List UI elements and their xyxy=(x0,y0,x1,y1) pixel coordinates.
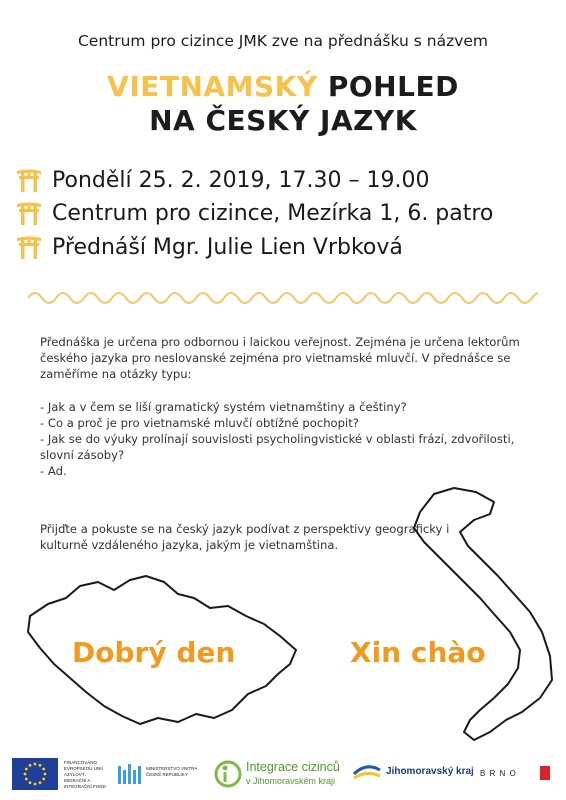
list-item: - Co a proč je pro vietnamské mluvčí obtížné pochopit? xyxy=(40,415,359,430)
question-list xyxy=(40,399,530,480)
torii-gate-icon xyxy=(16,201,42,225)
integrace-line1: Integrace cizinců xyxy=(246,760,340,774)
info-row-date xyxy=(16,164,430,196)
torii-gate-icon xyxy=(16,168,42,192)
brno-text: B R N O xyxy=(480,769,517,778)
list-item: - Jak a v čem se liší gramatický systém vietnamštiny a češtiny? xyxy=(40,399,407,414)
greeting-vietnamese: Xin chào xyxy=(350,636,486,669)
description-intro: Přednáška je určena pro odbornou i laickou veřejnost. Zejména je určena lektorům českého jazyka pro neslovanské zejména pro vietnamské mluvčí. V přednášce se zaměříme na otázky typu: xyxy=(40,335,520,382)
eu-flag-icon xyxy=(12,758,58,790)
wavy-divider xyxy=(28,286,538,310)
title-part1: POHLED xyxy=(317,70,459,103)
info-text-date: Pondělí 25. 2. 2019, 17.30 – 19.00 xyxy=(52,167,430,193)
description xyxy=(40,334,530,480)
jmk-text: Jihomoravský kraj xyxy=(386,766,474,777)
list-item: - Jak se do výuky prolínají souvislosti psycholingvistické v oblasti frází, zdvořilosti, slovní zásoby? xyxy=(40,432,515,463)
jmk-logo-icon xyxy=(352,762,382,784)
ministry-interior-icon xyxy=(116,762,142,788)
info-text-place: Centrum pro cizince, Mezírka 1, 6. patro xyxy=(52,200,494,226)
ministry-text: MINISTERSTVO VNITRA ČESKÉ REPUBLIKY xyxy=(146,766,198,777)
integrace-line2: v Jihomoravském kraji xyxy=(246,776,336,786)
info-row-speaker xyxy=(16,231,403,263)
vietnam-map xyxy=(390,484,566,744)
closing-text: Přijďte a pokuste se na český jazyk podívat z perspektivy geograficky i kulturně vzdáleného jazyka, jakým je vietnamština. xyxy=(40,522,450,553)
title-line2: NA ČESKÝ JAZYK xyxy=(149,104,417,137)
partner-logos xyxy=(0,748,566,800)
info-row-place xyxy=(16,197,493,229)
list-item: - Ad. xyxy=(40,464,67,479)
integrace-logo-icon xyxy=(214,758,242,792)
info-text-speaker: Přednáší Mgr. Julie Lien Vrbková xyxy=(52,234,403,260)
invitation-line: Centrum pro cizince JMK zve na přednášku s názvem xyxy=(77,32,489,50)
eu-fund-text: FINANCOVÁNO EVROPSKOU UNIÍ AZYLOVÝ, MIGRAČNÍ A INTEGRAČNÍ FOND xyxy=(64,760,106,789)
brno-mark-icon xyxy=(540,766,550,780)
title-accent: VIETNAMSKÝ xyxy=(107,70,318,103)
greeting-czech: Dobrý den xyxy=(72,636,236,669)
torii-gate-icon xyxy=(16,235,42,259)
event-title xyxy=(0,70,566,138)
